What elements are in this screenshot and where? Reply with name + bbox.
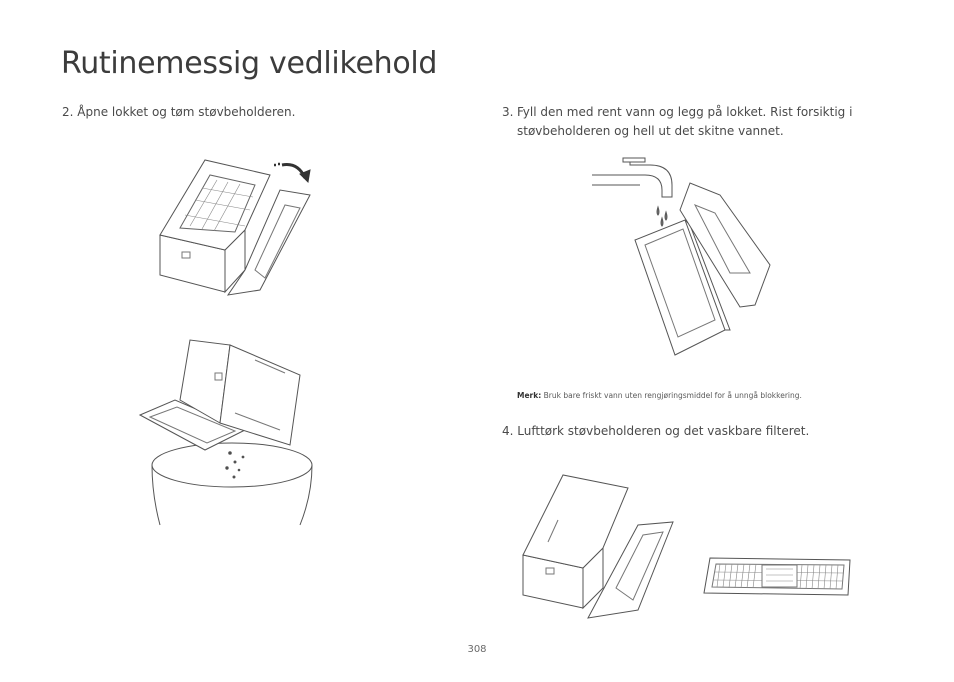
step-3-text [502, 103, 882, 141]
emptying-dustbin-illustration [135, 335, 330, 530]
step-3-line-1: Fyll den med rent vann og legg på lokket. Rist forsiktig i [517, 105, 853, 119]
step-2-text: 2. Åpne lokket og tøm støvbeholderen. [62, 105, 296, 119]
dustbin-open-lid-illustration [150, 150, 330, 300]
note-body: Bruk bare friskt vann uten rengjøringsmiddel for å unngå blokkering. [541, 391, 802, 400]
filling-water-illustration [590, 155, 780, 360]
washable-filter-illustration [702, 555, 852, 600]
note-label: Merk: [517, 391, 542, 400]
air-dry-dustbin-illustration [518, 470, 683, 620]
step-4-text: 4. Lufttørk støvbeholderen og det vaskbare filteret. [502, 424, 810, 438]
page-title: Rutinemessig vedlikehold [61, 46, 438, 81]
step-3-number: 3. [502, 105, 514, 119]
page-number: 308 [467, 644, 487, 655]
note-text [517, 391, 802, 400]
step-3-line-2: støvbeholderen og hell ut det skitne vannet. [517, 124, 784, 138]
